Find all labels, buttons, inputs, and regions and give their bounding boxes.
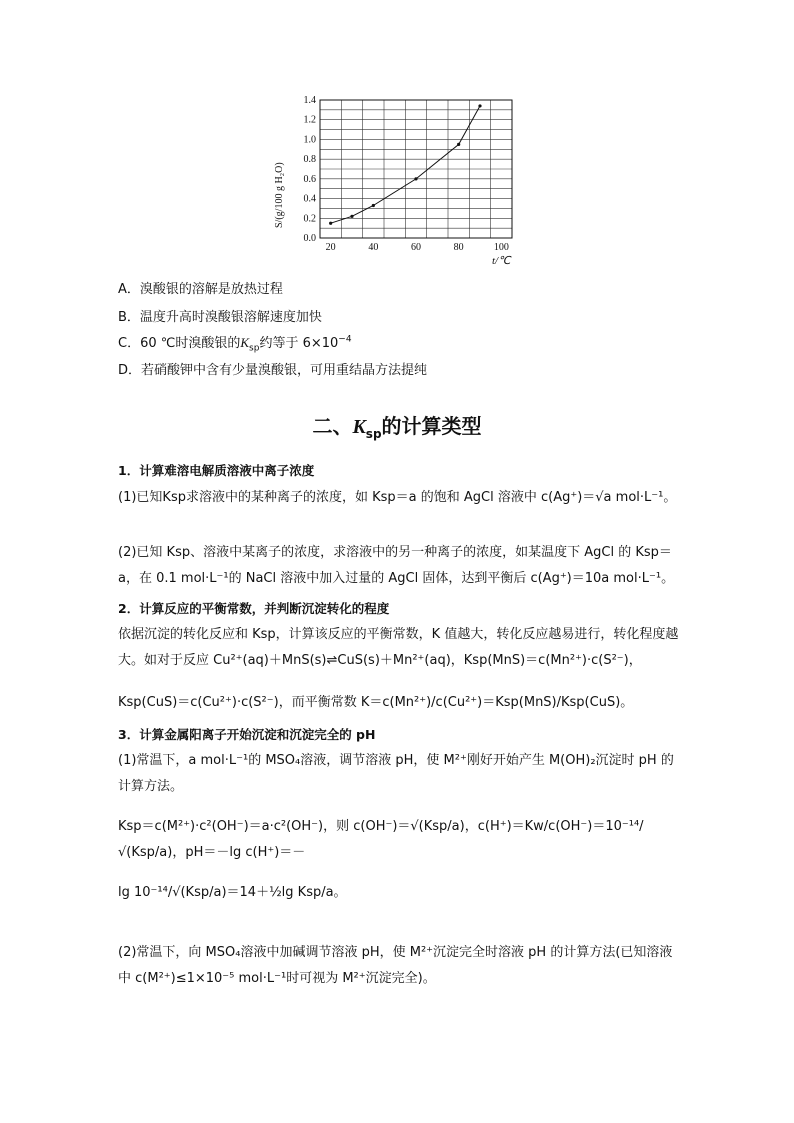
x-tick-label: 100 [493,242,509,253]
item1-p1: (1)已知Ksp求溶液中的某种离子的浓度，如 Ksp＝a 的饱和 AgCl 溶液中 c(Ag⁺)＝√a mol·L⁻¹。 [118,490,677,505]
option-c-pre: C．60 ℃时溴酸银的 [118,336,241,351]
item3-p3: lg 10⁻¹⁴/√(Ksp/a)＝14＋½lg Ksp/a。 [118,885,347,900]
item3-p2: Ksp＝c(M²⁺)·c²(OH⁻)＝a·c²(OH⁻)，则 c(OH⁻)＝√(Ksp/a)，c(H⁺)＝Kw/c(OH⁻)＝10⁻¹⁴/√(Ksp/a)，pH＝－lg c(H⁺)＝－ [118,819,644,860]
y-tick-label: 0.0 [303,233,316,244]
x-tick-label: 80 [453,242,464,253]
item3-heading: 3．计算金属阳离子开始沉淀和沉淀完全的 pH [118,727,376,742]
y-tick-label: 1.0 [303,134,316,146]
section-title: 二、$K_{sp}$的计算类型 [312,414,482,441]
option-c-sub: sp [249,343,260,354]
option-c-exp: −4 [338,334,352,345]
x-tick-label: 40 [368,242,379,253]
chart-y-axis-label: S/(g/100 g H₂O) [274,162,285,228]
y-tick-label: 0.4 [303,193,316,205]
item2-p2: Ksp(CuS)＝c(Cu²⁺)·c(S²⁻)，而平衡常数 K＝c(Mn²⁺)/c(Cu²⁺)＝Ksp(MnS)/Ksp(CuS)。 [118,695,634,710]
data-point [478,104,481,107]
x-tick-label: 20 [325,242,336,253]
data-point [350,215,353,218]
data-point [329,222,332,225]
item3-p1: (1)常温下，a mol·L⁻¹的 MSO₄溶液，调节溶液 pH，使 M²⁺刚好开始产生 M(OH)₂沉淀时 pH 的计算方法。 [118,753,674,794]
option-d: D．若硝酸钾中含有少量溴酸银，可用重结晶方法提纯 [118,363,428,378]
option-c: C．60 ℃时溴酸银的$K_{sp}$约等于 $6\times 10^{-4}$ [118,334,352,354]
data-point [372,204,375,207]
data-point [414,177,417,180]
item3-p4: (2)常温下，向 MSO₄溶液中加碱调节溶液 pH，使 M²⁺沉淀完全时溶液 pH 的计算方法(已知溶液中 c(M²⁺)≤1×10⁻⁵ mol·L⁻¹时可视为 M²⁺沉淀完全)。 [118,945,673,986]
item1-heading: 1．计算难溶电解质溶液中离子浓度 [118,463,315,478]
chart-svg [270,90,530,270]
data-point [457,143,460,146]
option-c-post: 约等于 6×10 [259,336,339,351]
y-tick-label: 0.6 [303,173,316,185]
y-tick-label: 0.2 [303,213,316,225]
item1-p2: (2)已知 Ksp、溶液中某离子的浓度，求溶液中的另一种离子的浓度，如某温度下 AgCl 的 Ksp＝a，在 0.1 mol·L⁻¹的 NaCl 溶液中加入过量的 AgCl 固体，达到平衡后 c(Ag⁺)＝10a mol·L⁻¹。 [118,545,675,586]
solubility-chart [270,90,530,270]
y-tick-label: 1.4 [303,95,316,106]
y-tick-label: 1.2 [303,114,316,126]
item2-p1: 依据沉淀的转化反应和 Ksp，计算该反应的平衡常数，K 值越大，转化反应越易进行，转化程度越大。如对于反应 Cu²⁺(aq)＋MnS(s)⇌CuS(s)＋Mn²⁺(aq)，Ksp(MnS)＝c(Mn²⁺)·c(S²⁻)， [118,627,679,668]
option-b: B．温度升高时溴酸银溶解速度加快 [118,310,322,325]
y-tick-label: 0.8 [303,154,316,166]
item2-heading: 2．计算反应的平衡常数，并判断沉淀转化的程度 [118,601,390,616]
chart-x-axis-label: t/℃ [492,255,511,267]
x-tick-label: 60 [411,242,421,253]
option-a: A．溴酸银的溶解是放热过程 [118,282,283,297]
